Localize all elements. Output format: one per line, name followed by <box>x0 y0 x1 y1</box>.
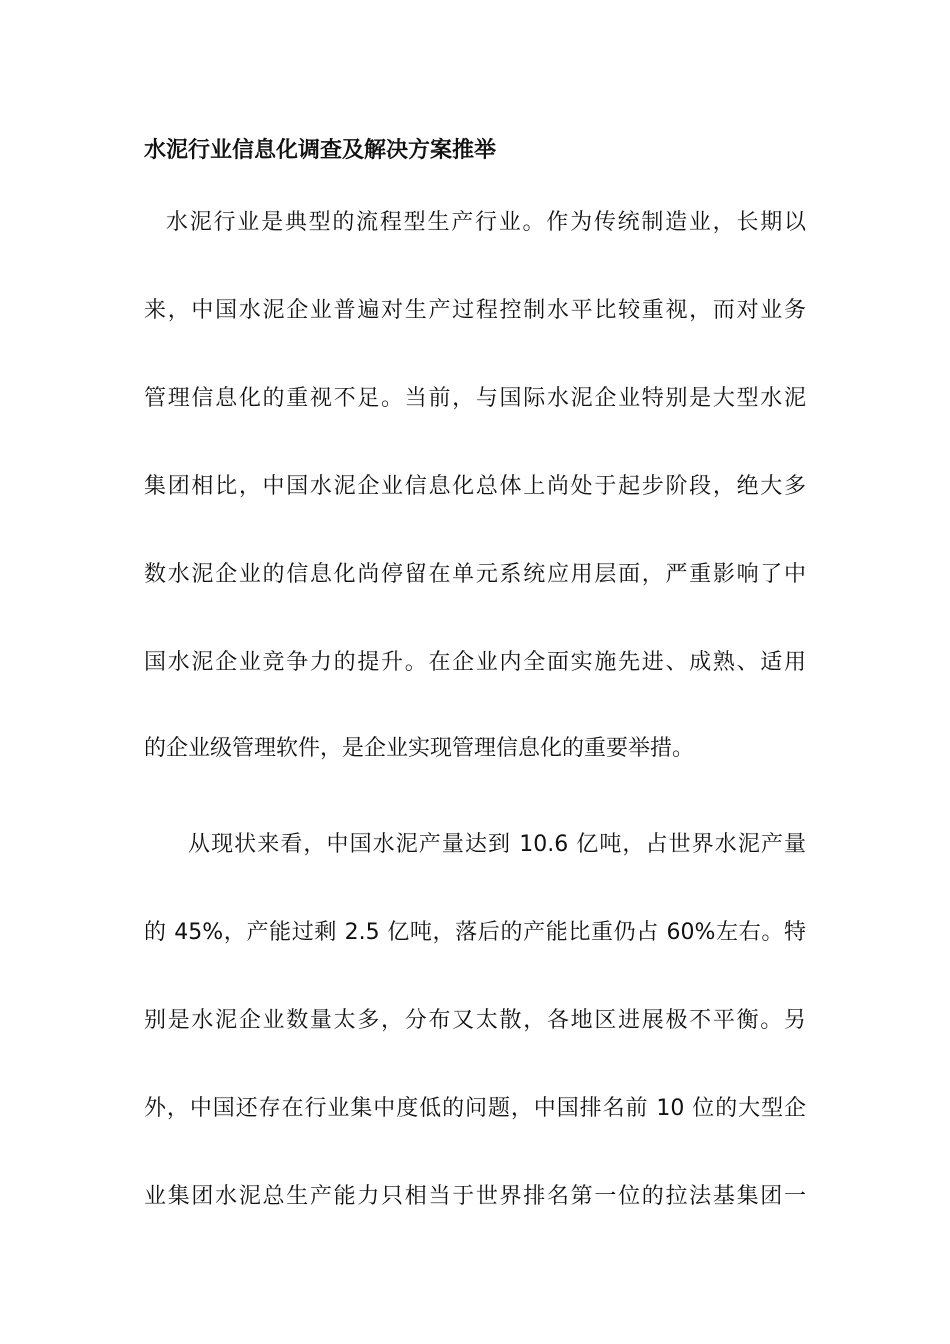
paragraph-2-line-5: 业集团水泥总生产能力只相当于世界排名第一位的拉法基集团一 <box>144 1184 806 1209</box>
paragraph-2-line-3: 别是水泥企业数量太多，分布又太散，各地区进展极不平衡。另 <box>144 1008 806 1033</box>
paragraph-2-line-1: 从现状来看，中国水泥产量达到 10.6 亿吨，占世界水泥产量 <box>188 832 806 857</box>
paragraph-1-line-5: 数水泥企业的信息化尚停留在单元系统应用层面，严重影响了中 <box>144 562 806 587</box>
paragraph-1-line-1: 水泥行业是典型的流程型生产行业。作为传统制造业，长期以 <box>166 210 806 235</box>
paragraph-1-line-3: 管理信息化的重视不足。当前，与国际水泥企业特别是大型水泥 <box>144 386 806 411</box>
document-title: 水泥行业信息化调查及解决方案推举 <box>144 138 497 163</box>
paragraph-1-line-4: 集团相比，中国水泥企业信息化总体上尚处于起步阶段，绝大多 <box>144 474 806 499</box>
paragraph-2-line-2: 的 45%，产能过剩 2.5 亿吨，落后的产能比重仍占 60%左右。特 <box>144 920 806 945</box>
paragraph-1-line-2: 来，中国水泥企业普遍对生产过程控制水平比较重视，而对业务 <box>144 298 806 323</box>
paragraph-1-line-6: 国水泥企业竞争力的提升。在企业内全面实施先进、成熟、适用 <box>144 650 806 675</box>
paragraph-2-line-4: 外，中国还存在行业集中度低的问题，中国排名前 10 位的大型企 <box>144 1096 806 1121</box>
paragraph-1-line-7: 的企业级管理软件，是企业实现管理信息化的重要举措。 <box>144 736 695 761</box>
